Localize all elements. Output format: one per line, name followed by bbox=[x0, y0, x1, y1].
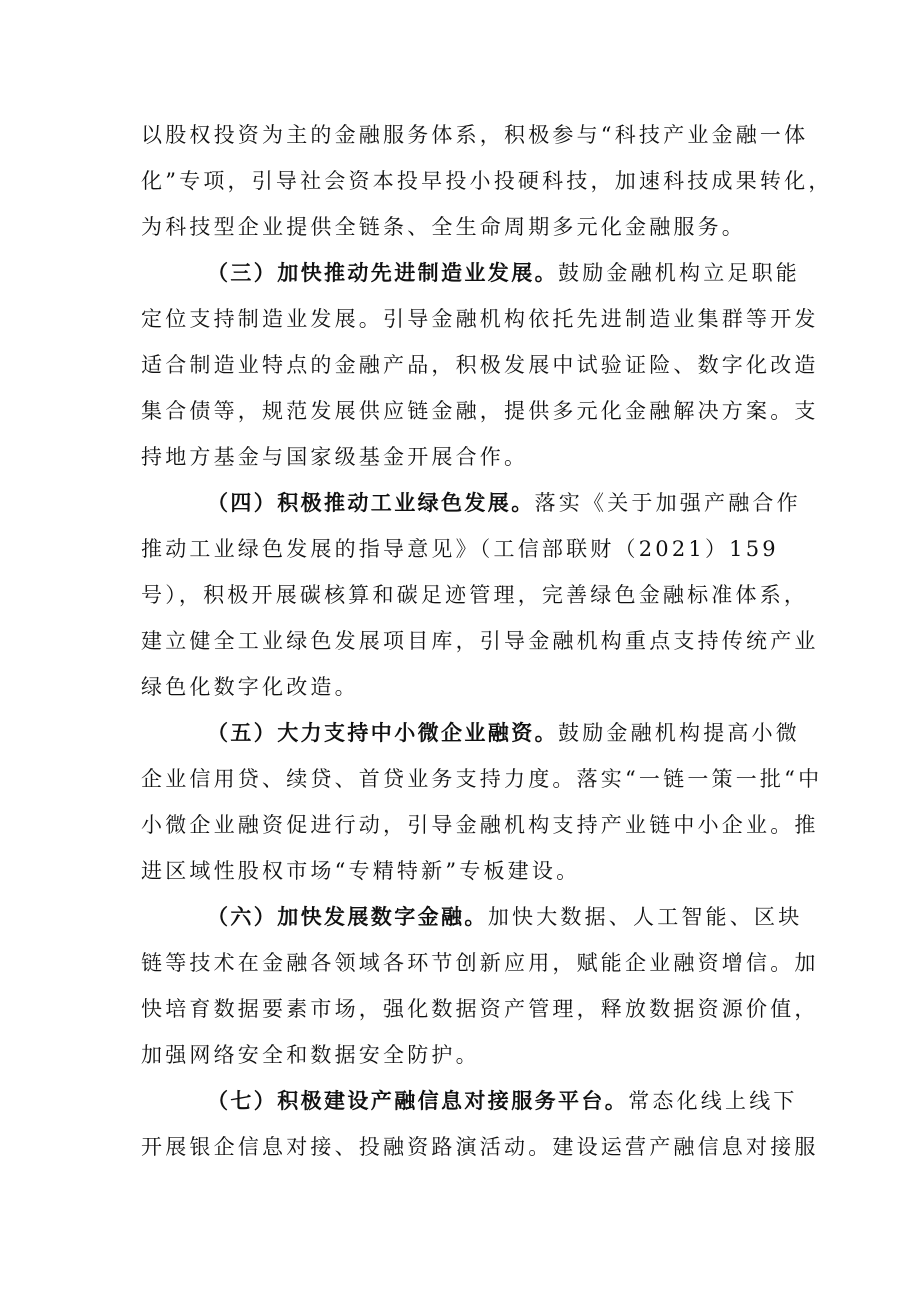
text-line: 绿色化数字化改造。 bbox=[141, 675, 359, 699]
section-heading: （三）加快推动先进制造业发展。 bbox=[207, 260, 558, 285]
section-heading: （六）加快发展数字金融。 bbox=[207, 904, 488, 929]
section-heading: （五）大力支持中小微企业融资。 bbox=[207, 720, 558, 745]
section-first-line bbox=[141, 894, 803, 940]
text-line: 加强网络安全和数据安全防护。 bbox=[141, 1043, 480, 1067]
text-line: 定位支持制造业发展。引导金融机构依托先进制造业集群等开发 bbox=[141, 307, 819, 331]
paragraph-intro-continued bbox=[141, 112, 833, 250]
text-line: 开展银企信息对接、投融资路演活动。建设运营产融信息对接服 bbox=[141, 1135, 819, 1159]
text-line: 建立健全工业绿色发展项目库，引导金融机构重点支持传统产业 bbox=[141, 629, 819, 653]
text-line: 小微企业融资促进行动，引导金融机构支持产业链中小企业。推 bbox=[141, 813, 819, 837]
section-text: 加快大数据、人工智能、区块 bbox=[487, 905, 803, 929]
text-line: 为科技型企业提供全链条、全生命周期多元化金融服务。 bbox=[141, 215, 746, 239]
text-line: 持地方基金与国家级基金开展合作。 bbox=[141, 445, 529, 469]
section-text: 落实《关于加强产融合作 bbox=[534, 491, 801, 515]
text-line: 以股权投资为主的金融服务体系，积极参与“科技产业金融一体 bbox=[141, 123, 809, 147]
section-first-line bbox=[141, 250, 800, 296]
paragraph-section-5 bbox=[141, 710, 823, 894]
paragraph-section-7 bbox=[141, 1078, 819, 1170]
text-line: 企业信用贷、续贷、首贷业务支持力度。落实“一链一策一批“中 bbox=[141, 767, 823, 791]
section-first-line bbox=[141, 710, 800, 756]
section-heading: （四）积极推动工业绿色发展。 bbox=[207, 490, 535, 515]
text-line: 适合制造业特点的金融产品，积极发展中试验证险、数字化改造 bbox=[141, 353, 819, 377]
text-line: 链等技术在金融各领域各环节创新应用，赋能企业融资增信。加 bbox=[141, 951, 819, 975]
text-line: 推动工业绿色发展的指导意见》（工信部联财（2021）159 bbox=[141, 537, 779, 561]
text-line: 快培育数据要素市场，强化数据资产管理，释放数据资源价值， bbox=[141, 997, 819, 1021]
text-line: 化”专项，引导社会资本投早投小投硬科技，加速科技成果转化， bbox=[141, 169, 833, 193]
text-line: 号），积极开展碳核算和碳足迹管理，完善绿色金融标准体系， bbox=[141, 583, 809, 607]
paragraph-section-4 bbox=[141, 480, 819, 710]
section-text: 鼓励金融机构提高小微 bbox=[558, 721, 800, 745]
document-body bbox=[141, 112, 833, 1170]
text-line: 集合债等，规范发展供应链金融，提供多元化金融解决方案。支 bbox=[141, 399, 819, 423]
section-heading: （七）积极建设产融信息对接服务平台。 bbox=[207, 1088, 629, 1113]
section-first-line bbox=[141, 1078, 798, 1124]
text-line: 进区域性股权市场“专精特新”专板建设。 bbox=[141, 859, 581, 883]
paragraph-section-3 bbox=[141, 250, 819, 480]
section-first-line bbox=[141, 480, 801, 526]
section-text: 鼓励金融机构立足职能 bbox=[558, 261, 800, 285]
section-text: 常态化线上线下 bbox=[628, 1089, 798, 1113]
paragraph-section-6 bbox=[141, 894, 819, 1078]
